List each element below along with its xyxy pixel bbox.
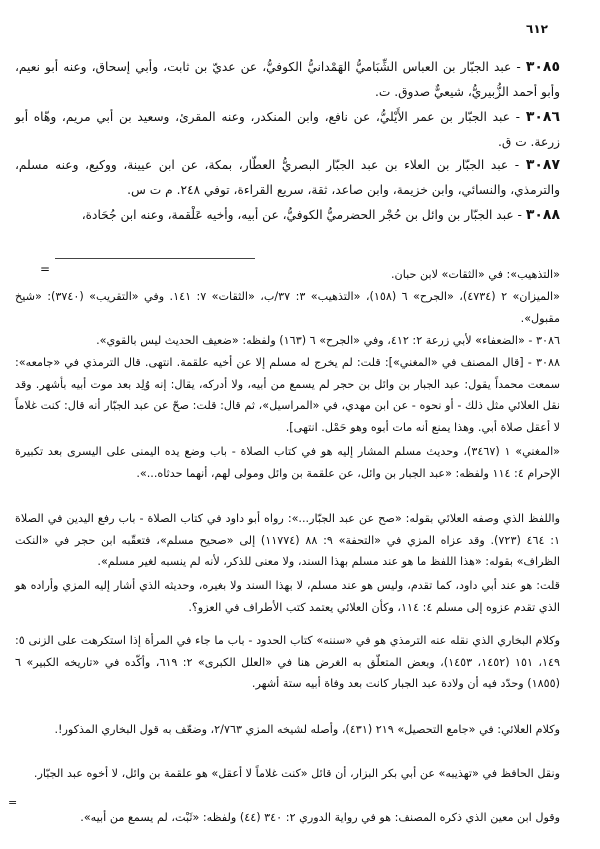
entry-text: - عبد الجبّار بن وائل بن حُجْر الحضرميُّ الكوفيُّ، عن أبيه، وأخيه عَلْقمة، وعنه ابن جُحَادة،: [81, 208, 522, 222]
entry-number: ٣٠٨٨: [525, 207, 560, 223]
entry-3087: [15, 153, 560, 203]
footnote: «التذهيب»: في «الثقات» لابن حبان.: [390, 268, 560, 281]
footnote: واللفظ الذي وصفه العلائي بقوله: «صح عن عبد الجبّار...»: رواه أبو داود في كتاب الصلاة - باب رفع اليدين في الصلاة ١: ٤٦٤ (٧٢٣). وقد عزاه المزي في «التحفة» ٩: ٨٨ (١١٧٧٤) إلى «صحيح مسلم»، فتعقّبه ابن حجر في «النكت الظراف» بقوله: «هذا اللفظ ما هو عند مسلم بهذا السند، ولا معنى للذكر، لأنه لم ينسبه لغير مسلم».: [15, 512, 561, 568]
entry-3088: [15, 203, 560, 228]
entry-3085: [15, 55, 560, 105]
footnote: «المغني» ١ (٣٤٦٧)، وحديث مسلم المشار إليه هو في كتاب الصلاة - باب وضع يده اليمنى على اليسرى بعد تكبيرة الإحرام ٤: ١١٤ ولفظه: «عبد الجبار بن وائل، عن علقمة بن وائل ومولى لهم، أنهما حدثاه...».: [15, 445, 561, 480]
footnote: ٣٠٨٦ - «الضعفاء» لأبي زرعة ٢: ٤١٢، وفي «الجرح» ٦ (١٦٣) ولفظه: «ضعيف الحديث ليس بالقوي».: [96, 334, 560, 347]
continuation-mark: =: [40, 262, 51, 276]
entry-number: ٣٠٨٦: [525, 109, 560, 125]
page-number: ٦١٢: [526, 22, 548, 36]
entry-3086: [15, 105, 560, 155]
entry-text: - عبد الجبّار بن العلاء بن عبد الجبّار البصريُّ العطّار، بمكة، عن ابن عيينة، ووكيع، وعنه مسلم، والترمذي، والنسائي، وابن خزيمة، وابن صاعد، ثقة، سريع القراءة، توفي ٢٤٨. م ت س.: [15, 158, 560, 197]
footnote: قلت: هو عند أبي داود، كما تقدم، وليس هو عند مسلم، لا بهذا السند ولا بغيره، وحديثه الذي أشار إليه المزي وأراده هو الذي تقدم عزوه إلى مسلم ٤: ١١٤، وكأن العلائي يعتمد كتب الأطراف في العزو؟.: [15, 579, 560, 614]
footnote-divider: [55, 258, 255, 259]
footnote: وقول ابن معين الذي ذكره المصنف: هو في رواية الدوري ٢: ٣٤٠ (٤٤) ولفظه: «ثَبْت، لم يسمع من أبيه».: [80, 811, 560, 824]
entry-number: ٣٠٨٧: [525, 157, 560, 173]
footnote: «الميزان» ٢ (٤٧٣٤)، «الجرح» ٦ (١٥٨)، «التذهيب» ٣: ٣٧/ب، «الثقات» ٧: ١٤١. وفي «التقريب» (٣٧٤٠): «شيخ مقبول».: [15, 290, 561, 325]
footnote: ونقل الحافظ في «تهذيبه» عن أبي بكر البزار، أن قائل «كنت غلاماً لا أعقل» هو علقمة بن وائل، لا أخوه عبد الجبّار.: [33, 767, 560, 780]
footnote: ٣٠٨٨ - [قال المصنف في «المغني»]: قلت: لم يخرج له مسلم إلا عن أخيه علقمة. انتهى. قال الترمذي في «جامعه»: سمعت محمداً يقول: عبد الجبار بن وائل بن حجر لم يسمع من أبيه، ولا أدركه، يقال: إنه وُلِد بعد موت أبيه بأشهر. وقد نقل العلائي مثل ذلك - أو نحوه - عن ابن مهدي، في «المراسيل»، ثم قال: قلت: صحّ عن عبد الجبّار أنه قال: كنت غلاماً لا أعقل صلاة أبي. وهذا يمنع أنه مات أبوه وهو حَمْل. انتهى].: [15, 356, 560, 434]
entry-number: ٣٠٨٥: [525, 59, 560, 75]
footnote: وكلام البخاري الذي نقله عنه الترمذي هو في «سننه» كتاب الحدود - باب ما جاء في المرأة إذا استكرهت على الزنى ٥: ١٤٩، ١٥١ (١٤٥٢، ١٤٥٣)، وبعض المتعلّق به الغرض هنا في «العلل الكبرى» ٢: ٦١٩، وأكّده في «تاريخه الكبير» ٦ (١٨٥٥) وحدّد فيه أن ولادة عبد الجبار كانت بعد وفاة أبيه ستة أشهر.: [15, 634, 561, 690]
margin-mark: =: [8, 796, 18, 809]
entry-text: - عبد الجبّار بن عمر الأَيْليُّ، عن نافع، وابن المنكدر، وعنه المقرئ، وسعيد بن أبي مريم، وهّاه أبو زرعة. ت ق.: [15, 110, 560, 149]
entry-text: - عبد الجبّار بن العباس الشِّبَاميُّ الهَمْدانيُّ الكوفيُّ، عن عديّ بن ثابت، وأبي إسحاق، وعنه أبو نعيم، وأبو أحمد الزُّبيريُّ، شيعيٌّ صدوق. ت.: [15, 60, 560, 99]
footnote: وكلام العلائي: في «جامع التحصيل» ٢١٩ (٤٣١)، وأصله لشيخه المزي ٢/٧٦٣، وضعّف به قول البخاري المذكور!.: [54, 723, 560, 736]
